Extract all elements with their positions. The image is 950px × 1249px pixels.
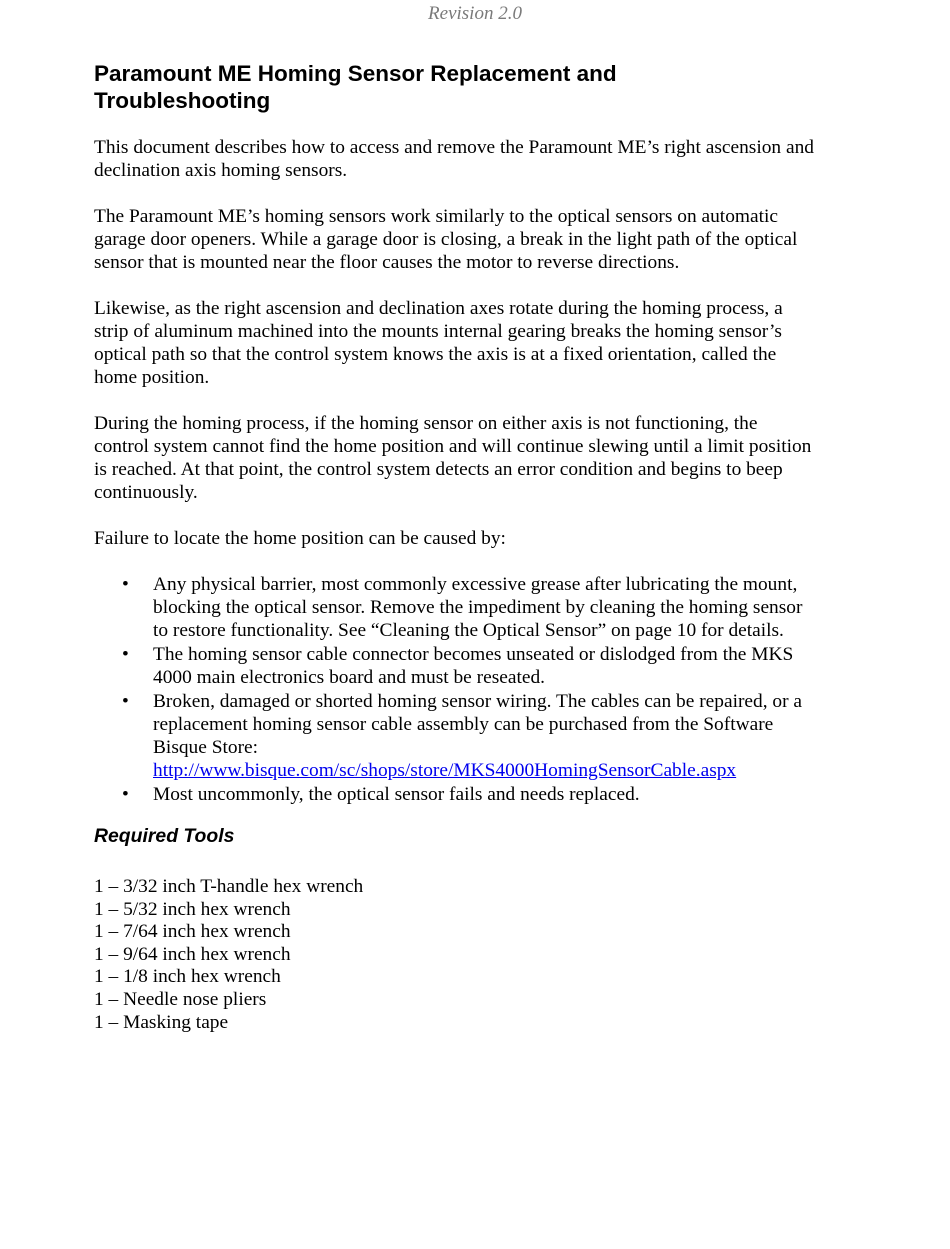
list-item <box>94 643 814 689</box>
list-item-text: Most uncommonly, the optical sensor fails and needs replaced. <box>153 784 640 805</box>
document-body <box>94 60 814 1034</box>
paragraph-garage-door: The Paramount ME’s homing sensors work similarly to the optical sensors on automatic garage door openers. While a garage door is closing, a break in the light path of the optical sensor that is mounted near the floor causes the motor to reverse directions. <box>94 206 798 273</box>
bullet-icon: • <box>122 691 129 712</box>
tool-item: 1 – 7/64 inch hex wrench <box>94 921 291 943</box>
tool-item: 1 – Needle nose pliers <box>94 988 267 1010</box>
document-title <box>94 60 814 114</box>
bullet-icon: • <box>122 574 129 595</box>
paragraph-failure-behavior: During the homing process, if the homing sensor on either axis is not functioning, the control system cannot find the home position and will continue slewing until a limit position is reached. At that point, the control system detects an error condition and begins to beep continuously. <box>94 413 812 503</box>
list-item-text: Broken, damaged or shorted homing sensor wiring. The cables can be repaired, or a replacement homing sensor cable assembly can be purchased from the Software Bisque Store: <box>153 691 803 758</box>
tool-item: 1 – 9/64 inch hex wrench <box>94 943 291 965</box>
list-item <box>94 690 814 782</box>
paragraph-homing-process: Likewise, as the right ascension and declination axes rotate during the homing process, a strip of aluminum machined into the mounts internal gearing breaks the homing sensor’s optical path so that the control system knows the axis is at a fixed orientation, called the home position. <box>94 298 783 388</box>
bullet-icon: • <box>122 784 129 805</box>
paragraph-causes-intro: Failure to locate the home position can be caused by: <box>94 528 506 549</box>
bullet-icon: • <box>122 644 129 665</box>
list-item <box>94 573 814 642</box>
document-title-line-2: Troubleshooting <box>94 88 271 113</box>
paragraph-intro: This document describes how to access and remove the Paramount ME’s right ascension and declination axis homing sensors. <box>94 137 814 181</box>
tool-item: 1 – 3/32 inch T-handle hex wrench <box>94 876 364 897</box>
causes-list <box>94 573 814 806</box>
tools-list <box>94 876 814 1034</box>
tool-item: 1 – 5/32 inch hex wrench <box>94 898 291 920</box>
document-title-line-1: Paramount ME Homing Sensor Replacement and <box>94 61 617 86</box>
revision-label: Revision 2.0 <box>428 3 522 24</box>
list-item-text: Any physical barrier, most commonly excessive grease after lubricating the mount, blocking the optical sensor. Remove the impediment by cleaning the homing sensor to restore functionality. See “Cleaning the Optical Sensor” on page 10 for details. <box>153 574 803 641</box>
list-item-text: The homing sensor cable connector becomes unseated or dislodged from the MKS 4000 main electronics board and must be reseated. <box>153 644 794 688</box>
list-item <box>94 783 814 806</box>
tool-item: 1 – Masking tape <box>94 1011 229 1033</box>
tool-item: 1 – 1/8 inch hex wrench <box>94 966 281 988</box>
required-tools-heading: Required Tools <box>94 825 235 847</box>
store-link[interactable]: http://www.bisque.com/sc/shops/store/MKS4000HomingSensorCable.aspx <box>153 760 737 781</box>
